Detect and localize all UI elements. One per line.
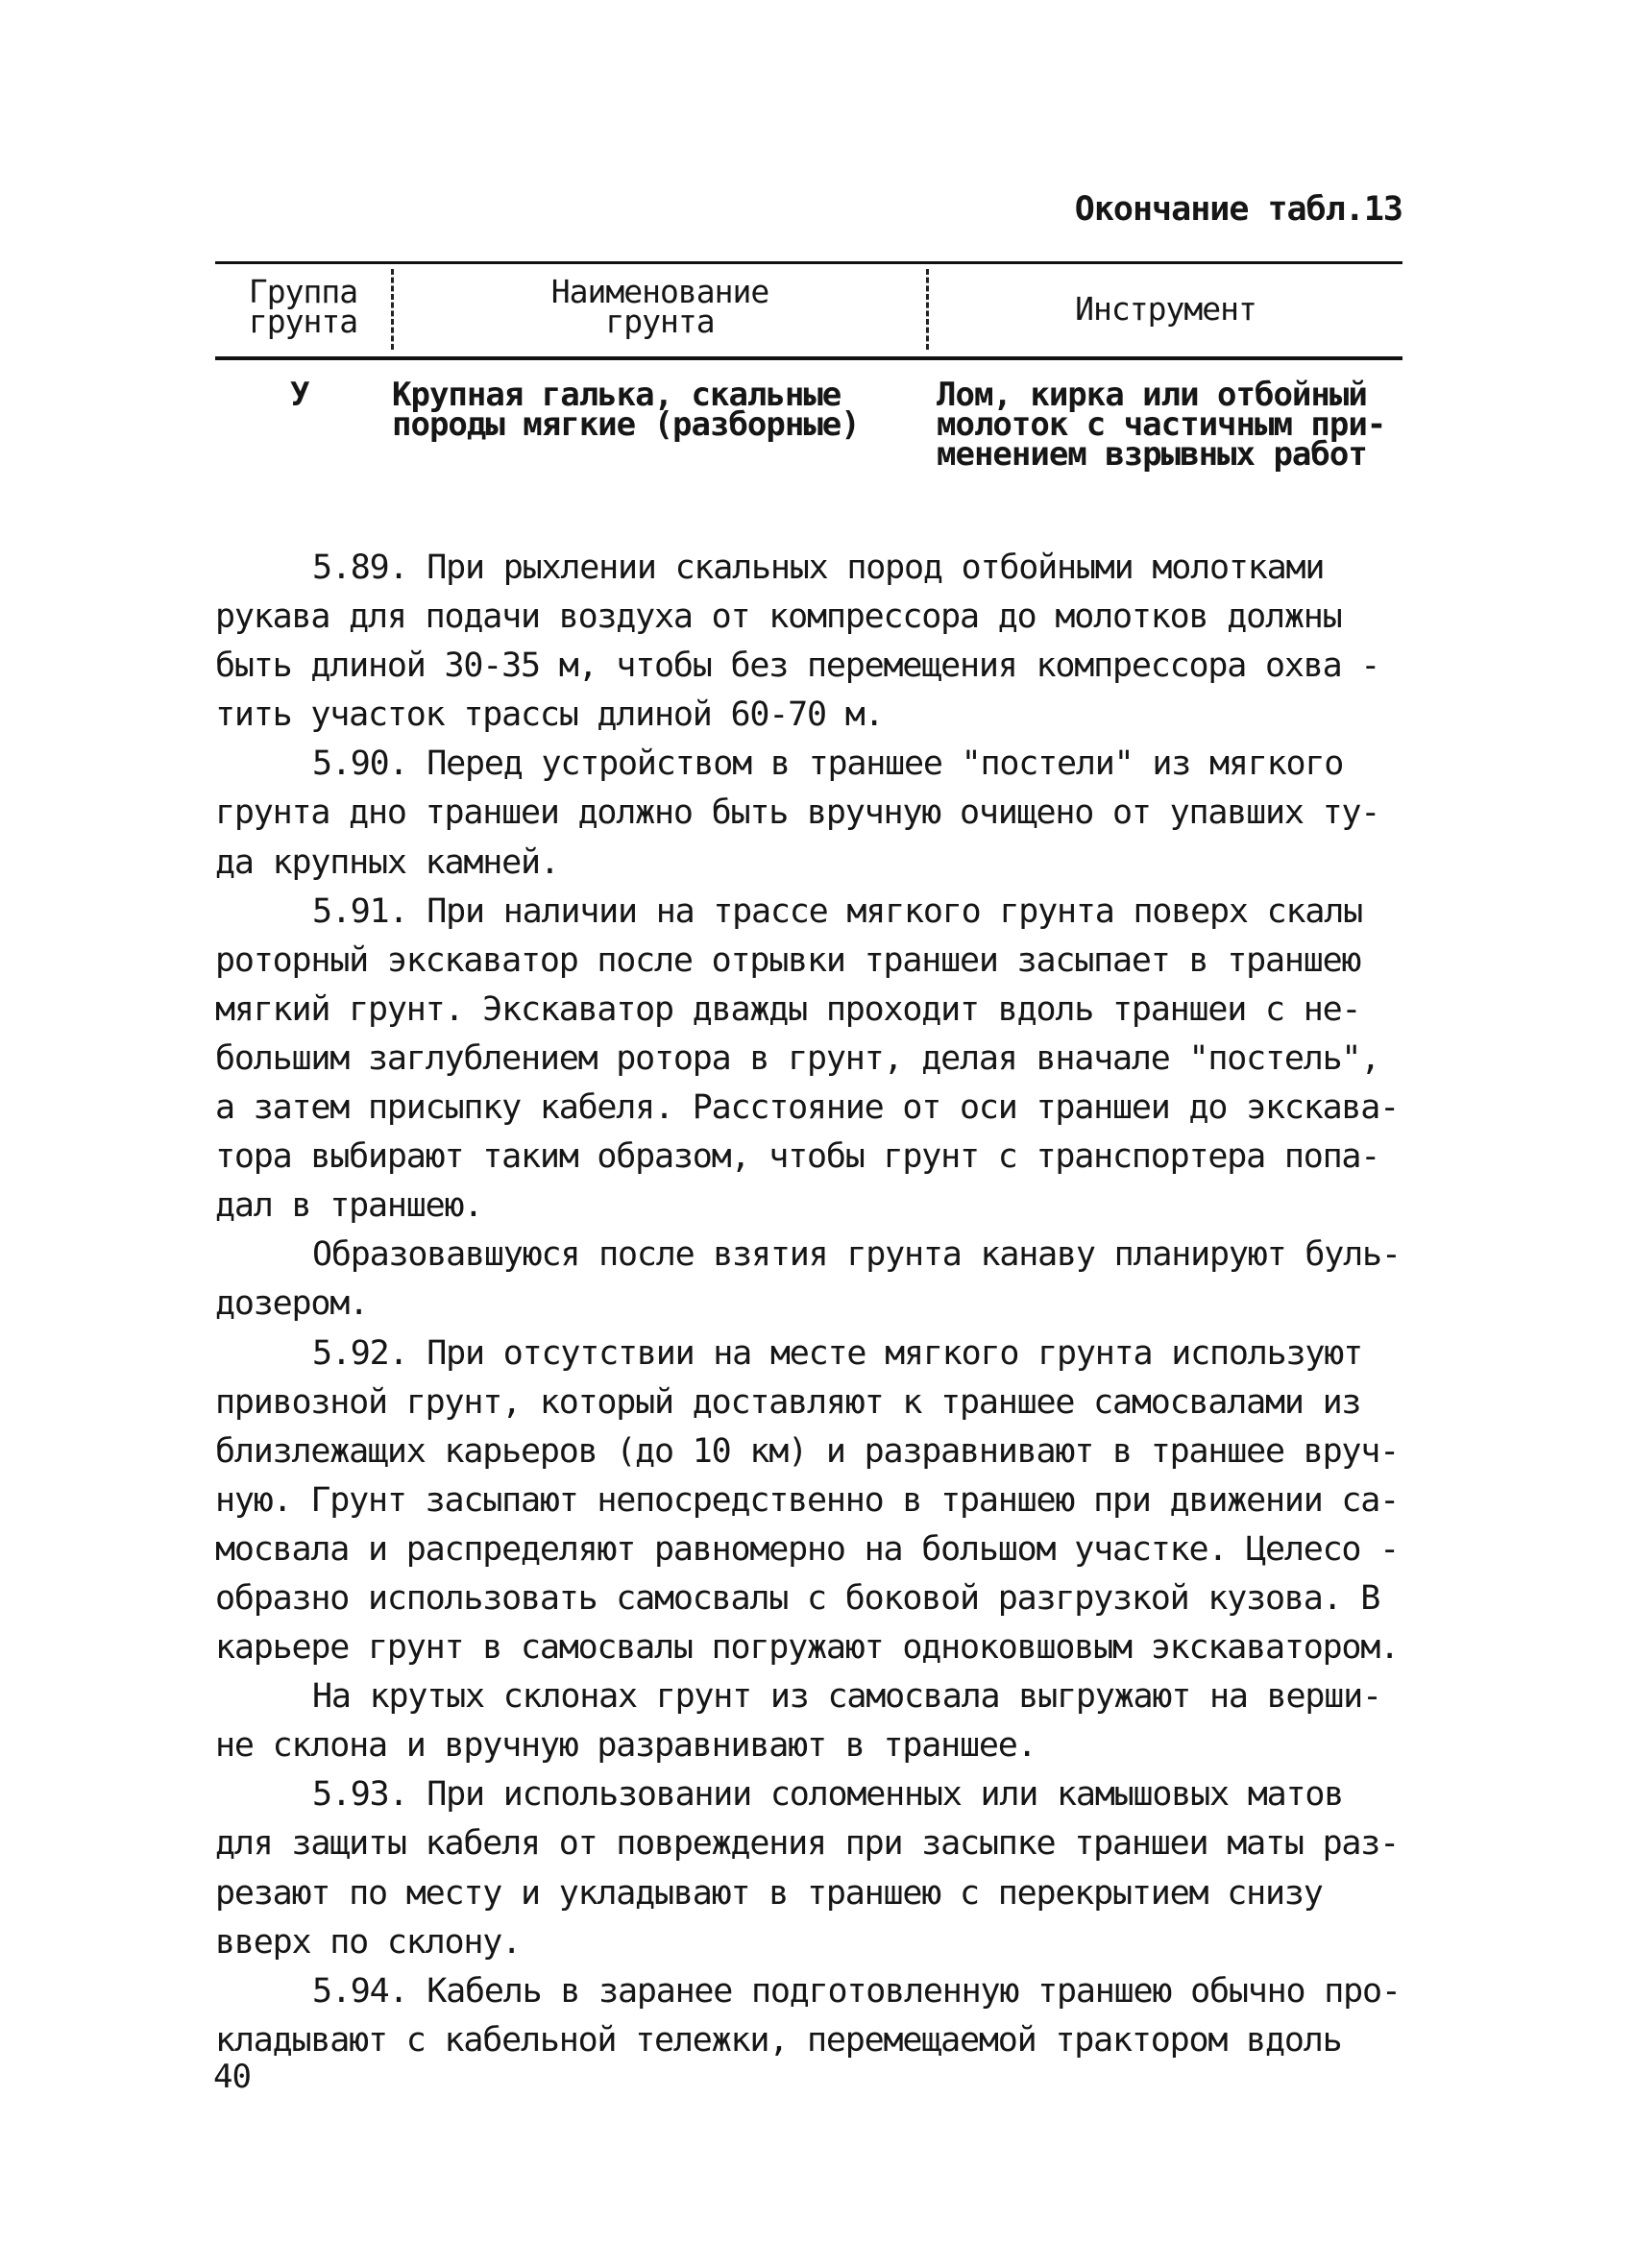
- paragraph-5-94-line: 5.94. Кабель в заранее подготовленную траншею обычно про-: [312, 1971, 1401, 2011]
- cell-tool: [937, 376, 1402, 474]
- paragraph-5-92-line: близлежащих карьеров (до 10 км) и разравнивают в траншее вруч-: [215, 1431, 1400, 1471]
- header-tool: [929, 290, 1402, 328]
- paragraph-5-90-line: да крупных камней.: [215, 842, 559, 882]
- paragraph-leveling-line: Образовавшуюся после взятия грунта канаву планируют буль-: [312, 1235, 1401, 1275]
- paragraph-5-92-line: привозной грунт, который доставляют к траншее самосвалами из: [215, 1382, 1361, 1422]
- paragraph-5-91-line: мягкий грунт. Экскаватор дважды проходит вдоль траншеи с не-: [215, 989, 1361, 1029]
- paragraph-5-89-line: 5.89. При рыхлении скальных пород отбойными молотками: [312, 549, 1325, 587]
- header-text-line: Инструмент: [1075, 290, 1256, 328]
- paragraph-5-91-line: 5.91. При наличии на трассе мягкого грунта поверх скалы: [312, 891, 1362, 931]
- paragraph-5-93-line: вверх по склону.: [215, 1922, 521, 1962]
- cell-text-line: Лом, кирка или отбойный: [937, 376, 1367, 414]
- cell-text-line: породы мягкие (разборные): [392, 405, 860, 444]
- table-caption: Окончание табл.13: [1074, 190, 1402, 229]
- paragraph-5-91-line: тора выбирают таким образом, чтобы грунт с транспортера попа-: [215, 1137, 1380, 1177]
- paragraph-5-92-line: карьере грунт в самосвалы погружают одноковшовым экскаватором.: [215, 1628, 1400, 1668]
- paragraph-5-93-line: 5.93. При использовании соломенных или камышовых матов: [312, 1775, 1344, 1815]
- paragraph-5-93-line: для защиты кабеля от повреждения при засыпке траншеи маты раз-: [215, 1824, 1400, 1864]
- paragraph-5-91-line: а затем присыпку кабеля. Расстояние от оси траншеи до экскава-: [215, 1088, 1400, 1128]
- page-number: 40: [213, 2058, 251, 2096]
- cell-text-line: Крупная галька, скальные: [392, 376, 841, 414]
- paragraph-5-90-line: 5.90. Перед устройством в траншее "постели" из мягкого: [312, 744, 1344, 784]
- cell-text-line: менением взрывных работ: [937, 435, 1367, 474]
- header-text-line: Наименование: [550, 273, 769, 310]
- header-soil-name: [394, 273, 926, 340]
- paragraph-leveling-line: дозером.: [215, 1284, 368, 1324]
- table-top-rule: [215, 261, 1402, 264]
- cell-text-line: молоток с частичным при-: [937, 405, 1386, 444]
- body-text: [215, 544, 1402, 2065]
- paragraph-slopes-line: не склона и вручную разравнивают в траншее.: [215, 1726, 1036, 1766]
- header-text-line: грунта: [605, 303, 715, 340]
- paragraph-5-92-line: образно использовать самосвалы с боковой разгрузкой кузова. В: [215, 1578, 1380, 1618]
- paragraph-5-91-line: роторный экскаватор после отрывки траншеи засыпает в траншею: [215, 940, 1361, 980]
- cell-text-line: У: [290, 376, 309, 414]
- paragraph-5-92-line: 5.92. При отсутствии на месте мягкого грунта используют: [312, 1333, 1362, 1373]
- paragraph-5-94-line: кладывают с кабельной тележки, перемещаемой трактором вдоль: [215, 2020, 1342, 2060]
- paragraph-5-89-line: быть длиной 30-35 м, чтобы без перемещения компрессора охва -: [215, 646, 1380, 686]
- header-text-line: грунта: [248, 303, 358, 340]
- header-soil-group: [215, 273, 391, 340]
- table-header-rule: [215, 356, 1402, 360]
- paragraph-5-89-line: рукава для подачи воздуха от компрессора до молотков должны: [215, 597, 1342, 637]
- paragraph-5-92-line: мосвала и распределяют равномерно на большом участке. Целесо -: [215, 1529, 1400, 1569]
- paragraph-5-91-line: дал в траншею.: [215, 1186, 483, 1226]
- header-text-line: Группа: [248, 273, 358, 310]
- paragraph-5-90-line: грунта дно траншеи должно быть вручную очищено от упавших ту-: [215, 793, 1380, 833]
- paragraph-5-93-line: резают по месту и укладывают в траншею с перекрытием снизу: [215, 1873, 1323, 1913]
- paragraph-slopes-line: На крутых склонах грунт из самосвала выгружают на верши-: [312, 1677, 1381, 1717]
- paragraph-5-91-line: большим заглублением ротора в грунт, делая вначале "постель",: [215, 1038, 1380, 1078]
- cell-soil-name: [392, 376, 930, 444]
- cell-soil-group: [290, 376, 348, 414]
- paragraph-5-89-line: тить участок трассы длиной 60-70 м.: [215, 695, 884, 735]
- paragraph-5-92-line: ную. Грунт засыпают непосредственно в траншею при движении са-: [215, 1480, 1400, 1520]
